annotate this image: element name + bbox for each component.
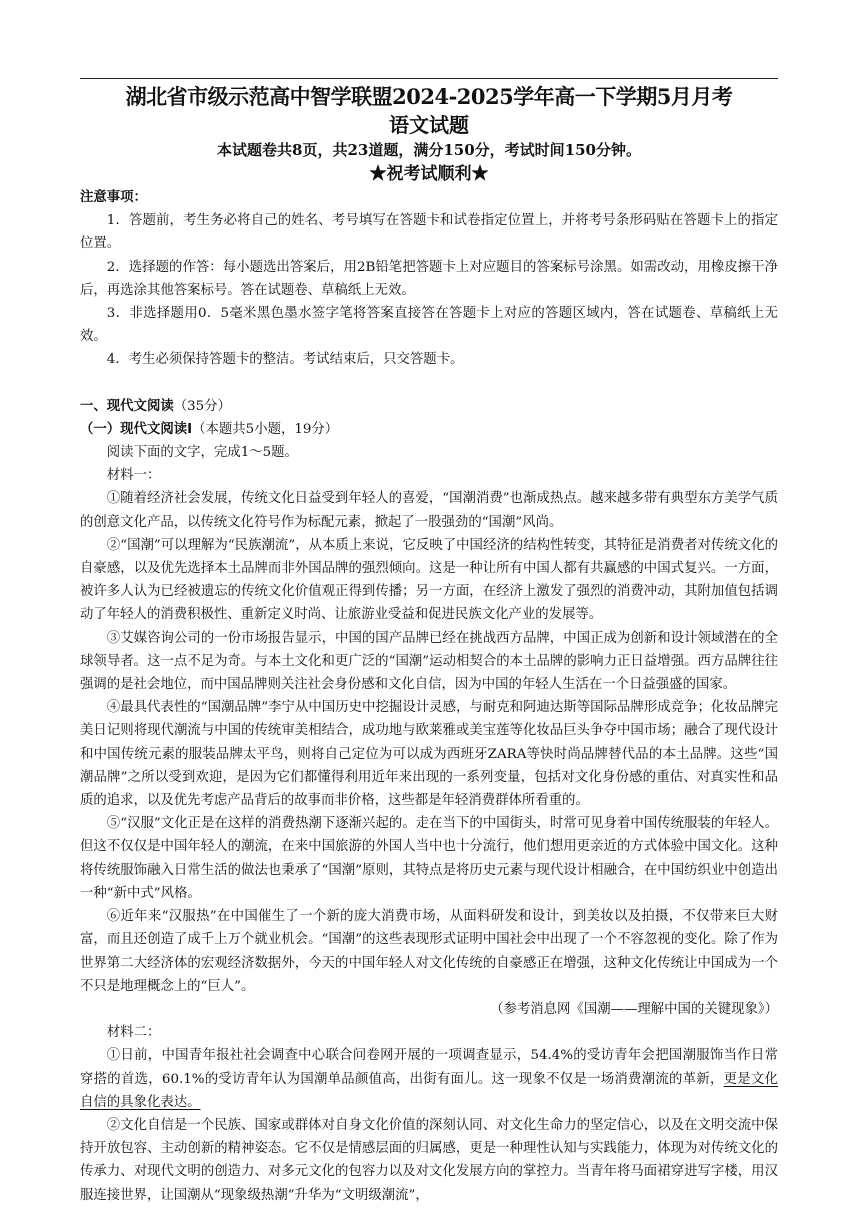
material-source: （参考消息网《国潮——理解中国的关键现象》） [490,1001,778,1017]
material-label: 材料二： [106,1025,161,1041]
spacer [80,372,778,395]
material-label: 材料一： [106,468,161,484]
notice-heading: 注意事项： [80,190,147,205]
reading-instruction: 阅读下面的文字，完成1～5题。 [106,445,298,461]
notice-item: 4．考生必须保持答题卡的整洁。考试结束后，只交答题卡。 [106,352,464,368]
notice-item: 2．选择题的作答：每小题选出答案后，用2B铅笔把答题卡上对应题目的答案标号涂黑。如需改动，用橡皮擦干净后，再选涂其他答案标号。答在试题卷、草稿纸上无效。 [80,259,778,298]
material-paragraph: ⑤“汉服”文化正是在这样的消费热潮下逐渐兴起的。走在当下的中国街头，时常可见身着中国传统服装的年轻人。但这不仅仅是中国年轻人的潮流，在来中国旅游的外国人当中也十分流行，他们想用更亲近的方式体验中国文化。这种将传统服饰融入日常生活的做法也秉承了“国潮”原则，其特点是将历史元素与现代设计相融合，在中国纺织业中创造出一种“新中式”风格。 [80,816,778,901]
notice-item: 1．答题前，考生务必将自己的姓名、考号填写在答题卡和试卷指定位置上，并将考号条形码贴在答题卡上的指定位置。 [80,213,778,252]
material-paragraph: ②“国潮”可以理解为“民族潮流”，从本质上来说，它反映了中国经济的结构性转变，其特征是消费者对传统文化的自豪感，以及优先选择本土品牌而非外国品牌的强烈倾向。这是一种让所有中国人都有共赢感的中国式复兴。一方面，被许多人认为已经被遗忘的传统文化价值观正得到传播；另一方面，在经济上激发了强烈的消费冲动，其附加值包括调动了年轻人的消费积极性、重新定义时尚、让旅游业受益和促进民族文化产业的发展等。 [80,537,778,623]
material-paragraph: ①随着经济社会发展，传统文化日益受到年轻人的喜爱，“国潮消费”也渐成热点。越来越多带有典型东方美学气质的创意文化产品，以传统文化符号作为标配元素，掀起了一股强劲的“国潮”风尚。 [80,491,778,530]
material-paragraph: ⑥近年来“汉服热”在中国催生了一个新的庞大消费市场，从面料研发和设计，到美妆以及拍摄，不仅带来巨大财富，而且还创造了成千上万个就业机会。“国潮”的这些表现形式证明中国社会中出现了一个不容忽视的变化。除了作为世界第二大经济体的宏观经济数据外，今天的中国年轻人对文化传统的自豪感正在增强，这种文化传统让中国成为一个不只是地理概念上的“巨人”。 [80,909,778,994]
material-paragraph: ③艾媒咨询公司的一份市场报告显示，中国的国产品牌已经在挑战西方品牌，中国正成为创新和设计领域潜在的全球领导者。这一点不足为奇。与本土文化和更广泛的“国潮”运动相契合的本土品牌的影响力正日益增强。西方品牌往往强调的是社会地位，而中国品牌则关注社会身份感和文化自信，因为中国的年轻人生活在一个日益强盛的国家。 [80,630,778,693]
exam-info: 本试题卷共8页，共23道题，满分150分，考试时间150分钟。 [217,141,641,159]
exam-title: 湖北省市级示范高中智学联盟2024-2025学年高一下学期5月月考 [125,84,733,109]
exam-subtitle: 语文试题 [389,113,469,137]
exam-wish: ★祝考试顺利★ [369,164,489,184]
subsection-heading: （一）现代文阅读Ⅰ（本题共5小题，19分） [80,421,339,437]
exam-content [80,186,778,1207]
material-paragraph: ①日前，中国青年报社社会调查中心联合问卷网开展的一项调查显示，54.4%的受访青年会把国潮服饰当作日常穿搭的首选，60.1%的受访青年认为国潮单品颜值高，出街有面儿。这一现象不仅是一场消费潮流的革新，更是文化自信的具象化表达。 [80,1048,778,1110]
material-paragraph: ②文化自信是一个民族、国家或群体对自身文化价值的深刻认同、对文化生命力的坚定信心，以及在文明交流中保持开放包容、主动创新的精神姿态。它不仅是情感层面的归属感，更是一种理性认知与实践能力，体现为对传统文化的传承力、对现代文明的创造力、对多元文化的包容力以及对文化发展方向的掌控力。当青年将马面裙穿进写字楼，用汉服连接世界，让国潮从“现象级热潮”升华为“文明级潮流”， [80,1117,778,1203]
underlined-phrase: 更是文化自信的具象化表达。 [80,1071,778,1110]
header-rule [80,78,778,79]
section-heading: 一、现代文阅读（35分） [80,398,231,414]
notice-item: 3．非选择题用0．5毫米黑色墨水签字笔将答案直接答在答题卡上对应的答题区域内，答在试题卷、草稿纸上无效。 [80,306,778,345]
material-paragraph: ④最具代表性的“国潮品牌”李宁从中国历史中挖掘设计灵感，与耐克和阿迪达斯等国际品牌形成竞争；化妆品牌完美日记则将现代潮流与中国的传统审美相结合，成功地与欧莱雅或美宝莲等化妆品巨头争夺中国市场；融合了现代设计和中国传统元素的服装品牌太平鸟，则将自己定位为可以成为西班牙ZARA等快时尚品牌替代品的本土品牌。这些“国潮品牌”之所以受到欢迎，是因为它们都懂得利用近年来出现的一系列变量，包括对文化身份感的重估、对真实性和品质的追求，以及优先考虑产品背后的故事而非价格，这些都是年轻消费群体所看重的。 [80,700,778,809]
